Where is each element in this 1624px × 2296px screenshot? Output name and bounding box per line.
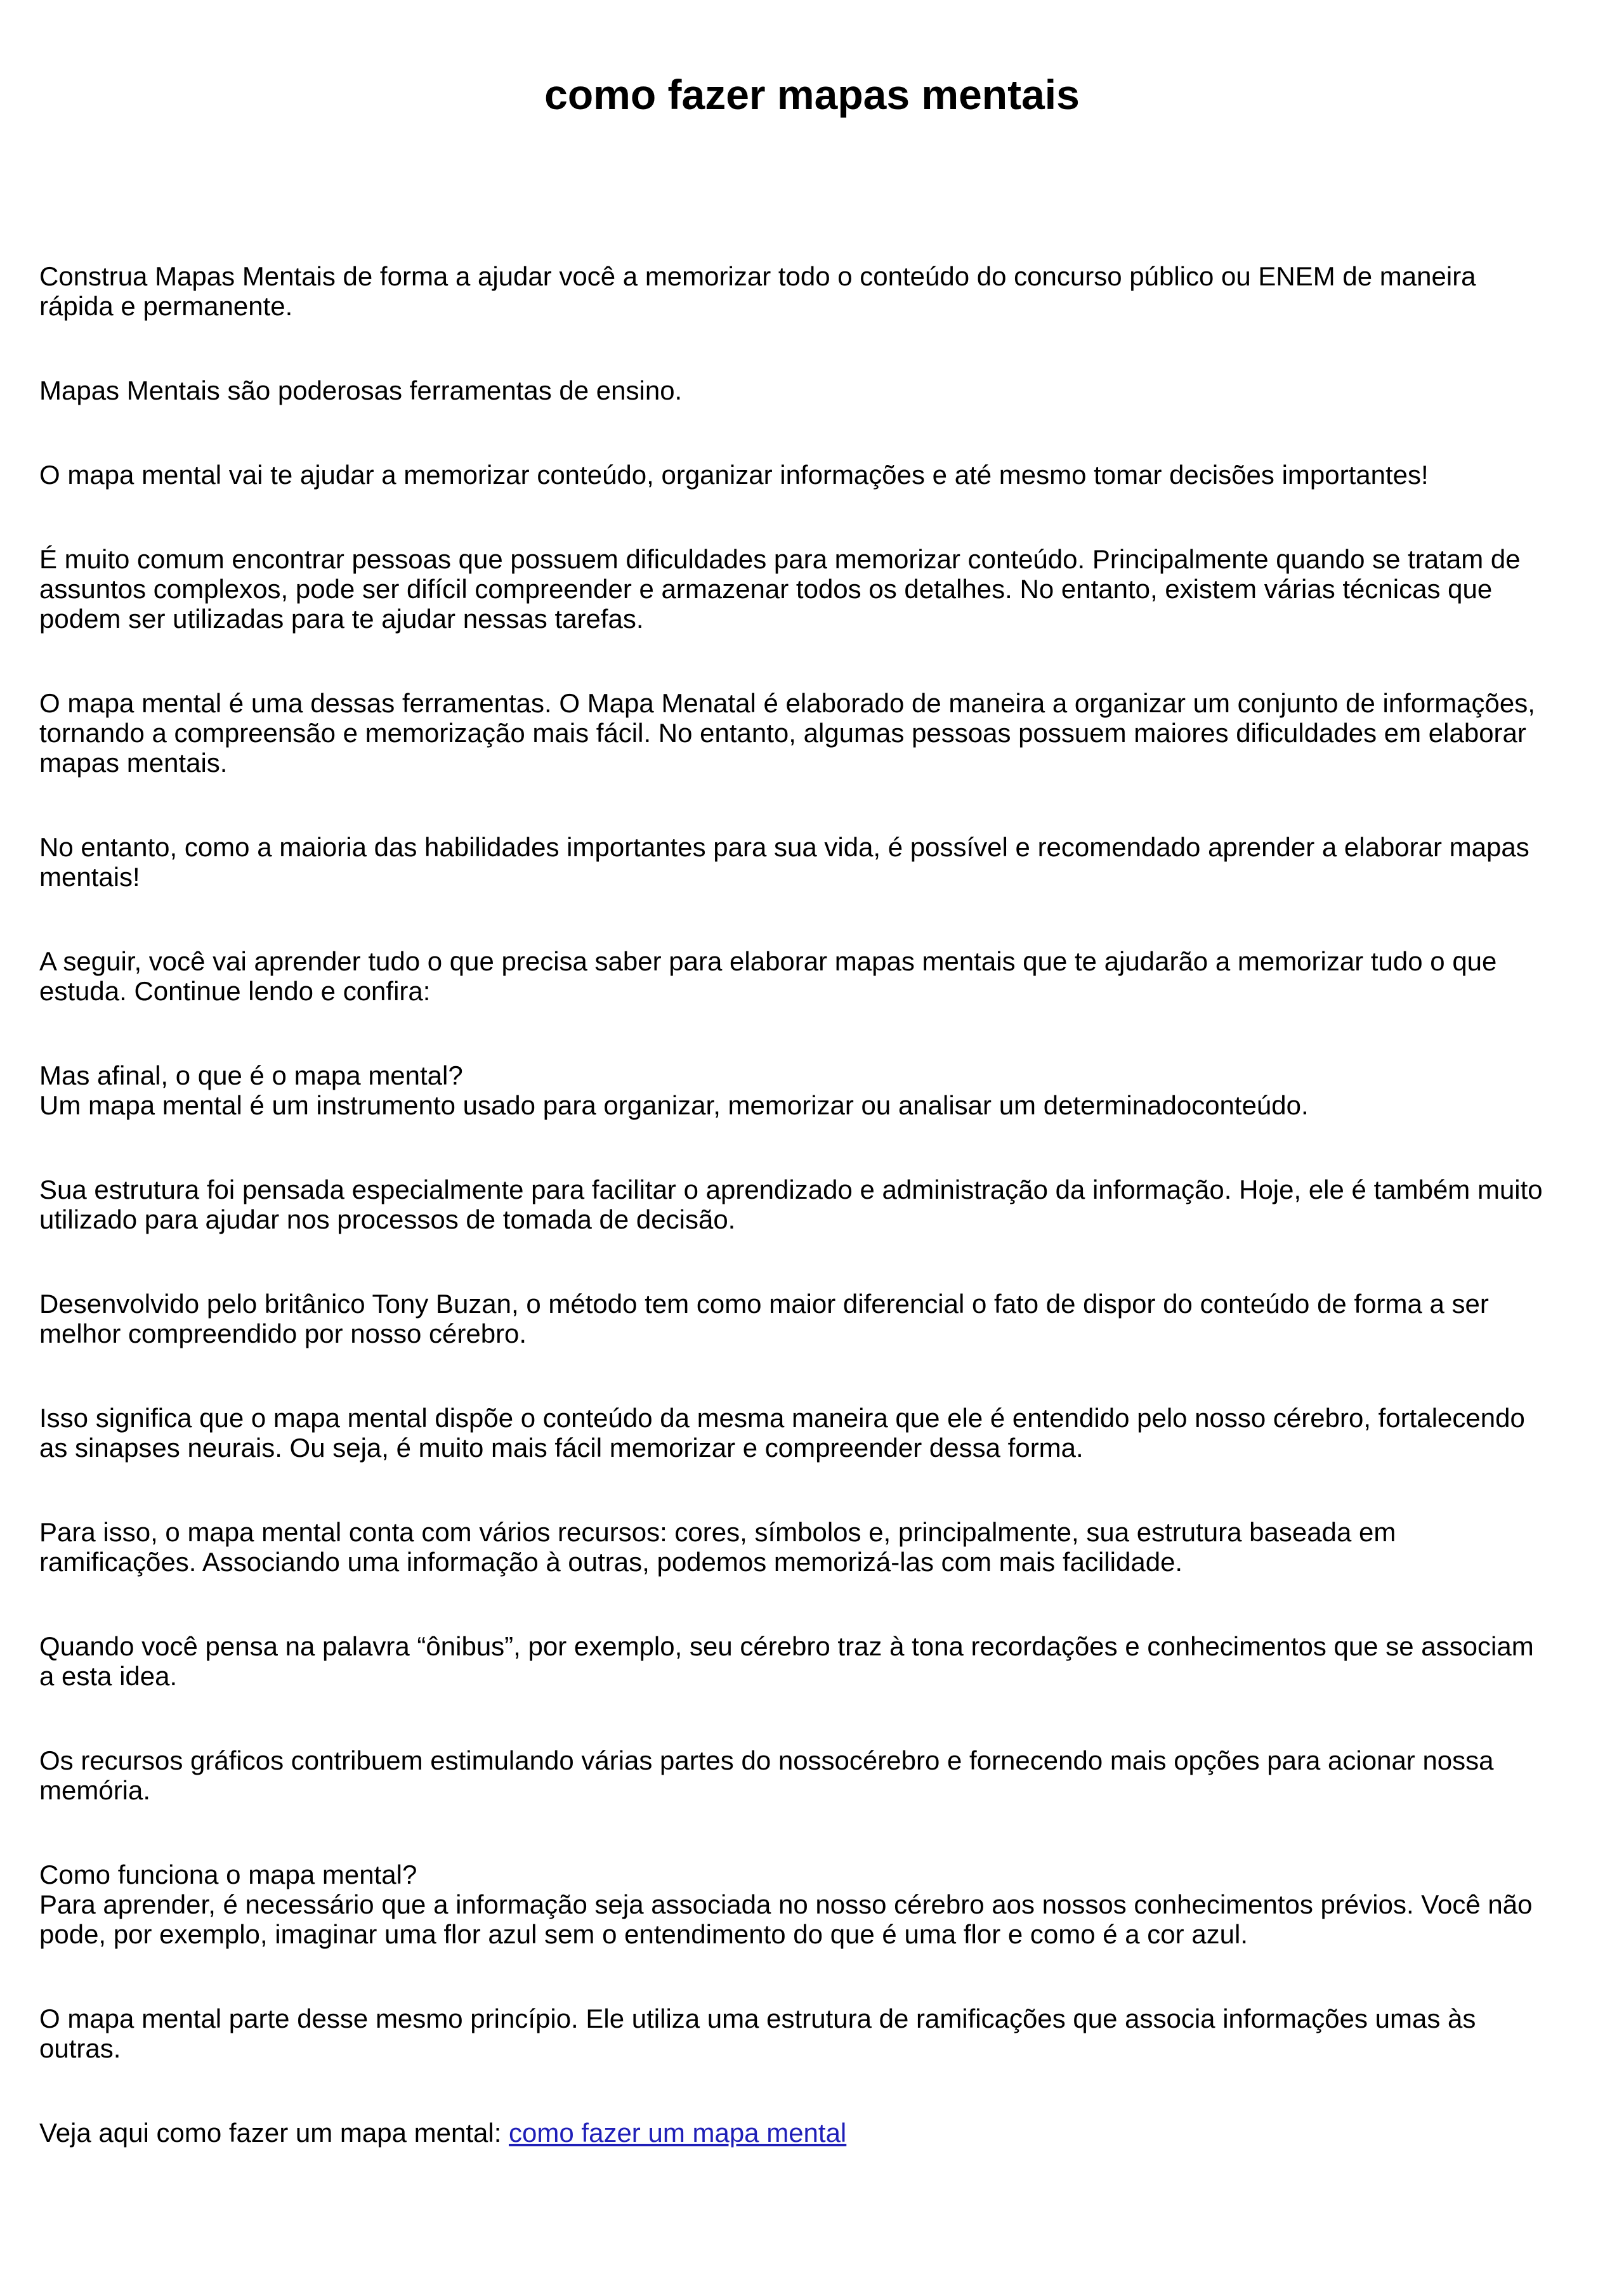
paragraph-line: Mapas Mentais são poderosas ferramentas de ensino.	[39, 375, 683, 405]
paragraph-3	[39, 460, 1590, 490]
paragraph-10	[39, 1289, 1590, 1348]
paragraph-line: rápida e permanente.	[39, 291, 293, 321]
paragraph-line: assuntos complexos, pode ser difícil compreender e armazenar todos os detalhes. No entanto, existem várias técnicas que	[39, 574, 1493, 604]
paragraph-line: as sinapses neurais. Ou seja, é muito mais fácil memorizar e compreender dessa forma.	[39, 1433, 1084, 1463]
paragraph-1	[39, 261, 1590, 321]
paragraph-line: Isso significa que o mapa mental dispõe o conteúdo da mesma maneira que ele é entendido pelo nosso cérebro, fortalecendo	[39, 1403, 1525, 1433]
paragraph-line: mapas mentais.	[39, 748, 228, 778]
paragraph-line: Mas afinal, o que é o mapa mental?	[39, 1060, 463, 1090]
paragraph-4	[39, 544, 1590, 634]
paragraph-line: pode, por exemplo, imaginar uma flor azul sem o entendimento do que é uma flor e como é a cor azul.	[39, 1919, 1248, 1949]
document-body	[39, 261, 1590, 2202]
paragraph-line: Para isso, o mapa mental conta com vários recursos: cores, símbolos e, principalmente, sua estrutura baseada em	[39, 1517, 1396, 1547]
paragraph-line: Desenvolvido pelo britânico Tony Buzan, o método tem como maior diferencial o fato de dispor do conteúdo de forma a ser	[39, 1289, 1489, 1319]
paragraph-line: tornando a compreensão e memorização mais fácil. No entanto, algumas pessoas possuem maiores dificuldades em elaborar	[39, 718, 1526, 748]
paragraph-line: Para aprender, é necessário que a informação seja associada no nosso cérebro aos nossos conhecimentos prévios. Você não	[39, 1889, 1533, 1919]
paragraph-line: a esta idea.	[39, 1661, 178, 1691]
paragraph-line: memória.	[39, 1775, 151, 1805]
final-prefix-text: Veja aqui como fazer um mapa mental:	[39, 2118, 509, 2148]
paragraph-9	[39, 1175, 1590, 1234]
paragraph-line: mentais!	[39, 862, 140, 892]
paragraph-final	[39, 2118, 1590, 2148]
paragraph-15	[39, 1860, 1590, 1949]
paragraph-11	[39, 1403, 1590, 1463]
paragraph-line: melhor compreendido por nosso cérebro.	[39, 1319, 527, 1348]
paragraph-line: O mapa mental parte desse mesmo princípio. Ele utiliza uma estrutura de ramificações que associa informações umas às	[39, 2004, 1476, 2033]
paragraph-line: Os recursos gráficos contribuem estimulando várias partes do nossocérebro e fornecendo mais opções para acionar nossa	[39, 1745, 1494, 1775]
paragraph-line: Sua estrutura foi pensada especialmente para facilitar o aprendizado e administração da informação. Hoje, ele é também muito	[39, 1175, 1543, 1204]
paragraph-line: ramificações. Associando uma informação à outras, podemos memorizá-las com mais facilidade.	[39, 1547, 1183, 1577]
paragraph-line: O mapa mental é uma dessas ferramentas. O Mapa Menatal é elaborado de maneira a organizar um conjunto de informações,	[39, 688, 1535, 718]
paragraph-12	[39, 1517, 1590, 1577]
paragraph-line: Como funciona o mapa mental?	[39, 1860, 417, 1889]
paragraph-6	[39, 832, 1590, 892]
paragraph-line: Um mapa mental é um instrumento usado para organizar, memorizar ou analisar um determinadoconteúdo.	[39, 1090, 1309, 1120]
paragraph-5	[39, 688, 1590, 778]
paragraph-line: utilizado para ajudar nos processos de tomada de decisão.	[39, 1204, 736, 1234]
paragraph-line: A seguir, você vai aprender tudo o que precisa saber para elaborar mapas mentais que te ajudarão a memorizar tudo o que	[39, 946, 1497, 976]
paragraph-line: É muito comum encontrar pessoas que possuem dificuldades para memorizar conteúdo. Principalmente quando se tratam de	[39, 544, 1521, 574]
paragraph-7	[39, 946, 1590, 1006]
paragraph-2	[39, 375, 1590, 405]
mind-map-link[interactable]: como fazer um mapa mental	[509, 2118, 847, 2148]
paragraph-line: O mapa mental vai te ajudar a memorizar conteúdo, organizar informações e até mesmo tomar decisões importantes!	[39, 460, 1429, 490]
paragraph-line: Quando você pensa na palavra “ônibus”, por exemplo, seu cérebro traz à tona recordações e conhecimentos que se associam	[39, 1631, 1534, 1661]
paragraph-line: estuda. Continue lendo e confira:	[39, 976, 431, 1006]
paragraph-line: Construa Mapas Mentais de forma a ajudar você a memorizar todo o conteúdo do concurso público ou ENEM de maneira	[39, 261, 1476, 291]
paragraph-line: podem ser utilizadas para te ajudar nessas tarefas.	[39, 604, 644, 634]
paragraph-8	[39, 1060, 1590, 1120]
paragraph-line: outras.	[39, 2033, 121, 2063]
paragraph-13	[39, 1631, 1590, 1691]
paragraph-16	[39, 2004, 1590, 2063]
paragraph-14	[39, 1745, 1590, 1805]
page-title: como fazer mapas mentais	[544, 71, 1080, 118]
paragraph-line: No entanto, como a maioria das habilidades importantes para sua vida, é possível e recomendado aprender a elaborar mapas	[39, 832, 1529, 862]
